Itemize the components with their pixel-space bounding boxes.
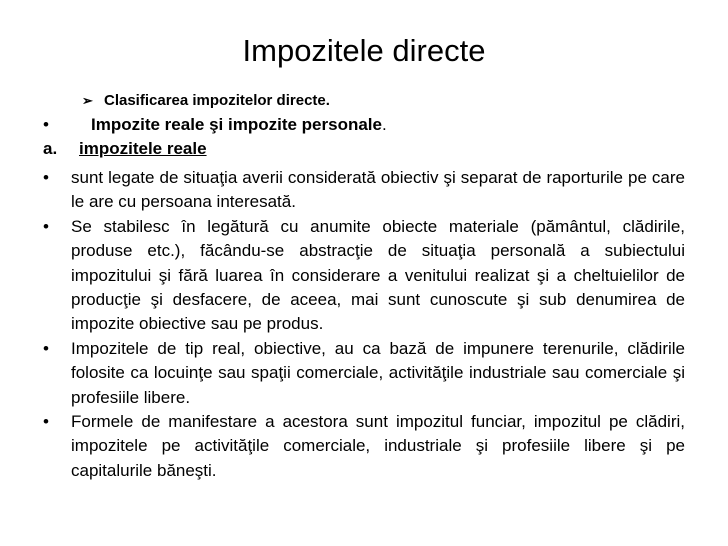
- classification-line: [43, 114, 387, 136]
- bullet-marker: •: [43, 216, 49, 236]
- bullet-marker: •: [43, 412, 49, 432]
- list-item: [43, 215, 685, 337]
- bullet-marker: •: [43, 115, 49, 134]
- subheading-text: Clasificarea impozitelor directe.: [104, 92, 330, 109]
- list-item: [43, 410, 685, 483]
- bullet-marker: •: [43, 168, 49, 187]
- bullet-marker: •: [43, 338, 49, 358]
- section-marker: a.: [43, 139, 58, 158]
- list-item-text: Se stabilesc în legătură cu anumite obiecte materiale (pământul, clădirile, produse etc.), făcându-se abstracţie de situaţia personală a subiectului impozitului şi fără luarea în considerare a venitului realizat şi a cheltuielilor de producţie şi desfacere, de aceea, mai sunt cunoscute şi sub denumirea de impozite obiective sau pe produs.: [71, 216, 685, 334]
- section-heading: [43, 138, 207, 160]
- classification-text: Impozite reale şi impozite personale: [91, 115, 382, 134]
- arrow-bullet-icon: ➢: [82, 93, 93, 108]
- bullet-list: [43, 166, 685, 483]
- subheading: [82, 91, 330, 111]
- list-item: [43, 337, 685, 410]
- list-item-text: Impozitele de tip real, obiective, au ca bază de impunere terenurile, clădirile folosite ca locuinţe sau spaţii comerciale, activităţile industriale sau comerciale şi profesiile libere.: [71, 338, 685, 407]
- list-item-text: Formele de manifestare a acestora sunt impozitul funciar, impozitul pe clădiri, impozitele pe activităţile comerciale, industriale şi profesiile libere şi pe capitalurile băneşti.: [71, 412, 685, 480]
- list-item-text: sunt legate de situaţia averii considerată obiectiv şi separat de raporturile pe care le are cu persoana interesată.: [71, 168, 685, 212]
- slide-title: Impozitele directe: [242, 33, 486, 68]
- section-heading-text: impozitele reale: [79, 139, 207, 158]
- classification-suffix: .: [381, 115, 387, 134]
- list-item: [43, 166, 685, 215]
